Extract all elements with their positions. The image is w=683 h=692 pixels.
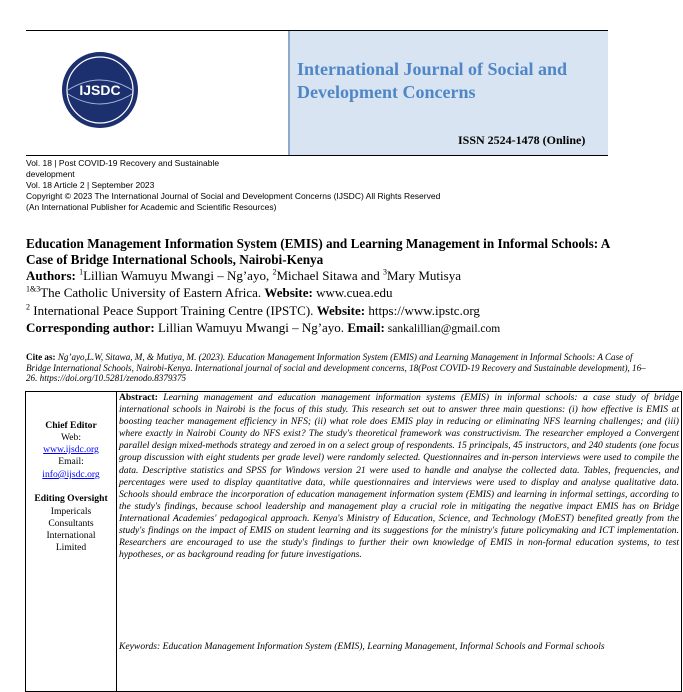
- author3: Mary Mutisya: [386, 268, 461, 283]
- affil2-sup: 2: [26, 302, 30, 312]
- affiliation-2: [26, 303, 480, 319]
- website-label: Website:: [264, 285, 313, 300]
- affil1-sup: 1&3: [26, 284, 41, 294]
- sidebar-org-2: Consultants: [48, 518, 94, 529]
- affil1-website: www.cuea.edu: [312, 285, 393, 300]
- author3-sup: 3: [382, 267, 387, 277]
- website-label-2: Website:: [316, 303, 366, 318]
- abstract-text: Learning management and education management information systems (EMIS) in informal schools: a case study of bridge international schools in Nairobi is the focus of this study. This research set out to answer three main questions: (i) how effective is EMIS at boosting teacher management efficiency in NFS; (ii) what role does EMIS play in reducing or eliminating NFS learning challenges; and (iii) where exactly in Nairobi County do NFS exist? The study's theoretical framework was constructivism. The researcher employed a Convergent parallel design mixed-methods strategy and zeroed in on a select group of respondents. 15 principals, 45 instructors, and 240 students (one focus group discussion with eight students per grade level) were randomly selected. Questionnaires and in-person interviews were used to compile the data. Descriptive statistics and SPSS for Windows version 21 were used to handle and analyse the collected data. Tables, frequencies, and percentages were used to display quantitative data, while questionnaires and interviews were used to display and analyse qualitative data. Schools should embrace the incorporation of education management information system (EMIS) and learning in informal settings, according to the study's findings, because school leadership and management play a crucial role in mitigating the negative impact EMIS has on Bridge International Academies' pedagogical approach. Kenya's Ministry of Education, Science, and Technology (MoEST) benefited greatly from the study's findings on the impact of EMIS on student learning and its suggestions for the ministry's future policymaking and ICT implementation. Researchers are encouraged to use the study's findings to further their own knowledge of EMIS in non-formal education systems, to test hypotheses, or as background reading for future investigations.: [119, 392, 679, 561]
- logo-text: IJSDC: [79, 82, 121, 98]
- author1-sup: 1: [79, 267, 84, 277]
- keywords: Keywords: Education Management Information System (EMIS), Learning Management, Informal Schools and Formal schools: [119, 641, 605, 652]
- affil2-name: International Peace Support Training Centre (IPSTC).: [30, 303, 317, 318]
- ijsdc-logo: [60, 50, 140, 130]
- corr-label: Corresponding author:: [26, 320, 155, 335]
- article-title: Education Management Information System (EMIS) and Learning Management in Informal Schools: A Case of Bridge International Schools, Nairobi-Kenya: [26, 236, 610, 267]
- journal-title: International Journal of Social and Development Concerns: [297, 59, 568, 102]
- author2-sup: 2: [272, 267, 277, 277]
- email-label: Email:: [347, 320, 385, 335]
- abstract-label: Abstract:: [119, 392, 158, 403]
- sidebar-org-4: Limited: [55, 542, 87, 553]
- affiliation-1: [26, 285, 392, 301]
- sidebar-web-label: Web:: [60, 432, 81, 443]
- abstract-box-divider: [116, 391, 117, 692]
- volume-line: Vol. 18 | Post COVID-19 Recovery and Sustainable: [26, 158, 220, 168]
- sidebar-org-1: Impericals: [50, 506, 92, 517]
- header-bottom-rule: [26, 155, 608, 156]
- affil1-name: The Catholic University of Eastern Africa.: [40, 285, 265, 300]
- authors-label: Authors:: [26, 268, 76, 283]
- corr-name: Lillian Wamuyu Mwangi – Ng’ayo.: [154, 320, 348, 335]
- author2: Michael Sitawa and: [276, 268, 383, 283]
- author1: Lillian Wamuyu Mwangi – Ng’ayo,: [83, 268, 273, 283]
- publisher-line: (An International Publisher for Academic and Scientific Resources): [26, 202, 277, 212]
- sidebar-chief-editor: Chief Editor: [45, 420, 97, 431]
- header-divider: [288, 31, 290, 155]
- corresponding-author: [26, 320, 500, 337]
- corr-email: sankalillian@gmail.com: [384, 323, 501, 335]
- cite-text: Ng’ayo,L.W, Sitawa, M, & Mutiya, M. (2023). Education Management Information System (EMIS) and Learning Management in Informal Schools: A Case of Bridge International Schools, Nairobi-Kenya. International journal of social and development concerns, 18(Post COVID-19 Recovery and Sustainable development), 16–26. https://doi.org/10.5281/zenodo.8379375: [26, 352, 646, 384]
- volume-line-cont: development: [26, 169, 75, 179]
- citation: [26, 352, 646, 384]
- issn: ISSN 2524-1478 (Online): [458, 133, 586, 147]
- abstract: [119, 392, 679, 561]
- article-line: Vol. 18 Article 2 | September 2023: [26, 180, 155, 190]
- sidebar-email-link[interactable]: [26, 469, 116, 481]
- sidebar-editing-oversight: Editing Oversight: [34, 493, 108, 504]
- authors-line: [26, 268, 461, 284]
- affil2-website: https://www.ipstc.org: [365, 303, 480, 318]
- sidebar-web-link[interactable]: [26, 444, 116, 456]
- email-link[interactable]: info@ijsdc.org: [42, 469, 100, 480]
- web-link[interactable]: www.ijsdc.org: [43, 444, 99, 455]
- copyright-line: Copyright © 2023 The International Journal of Social and Development Concerns (IJSDC) All Rights Reserved: [26, 191, 441, 201]
- sidebar-org-3: International: [46, 530, 96, 541]
- sidebar-email-label: Email:: [58, 456, 84, 467]
- cite-label: Cite as:: [26, 352, 56, 362]
